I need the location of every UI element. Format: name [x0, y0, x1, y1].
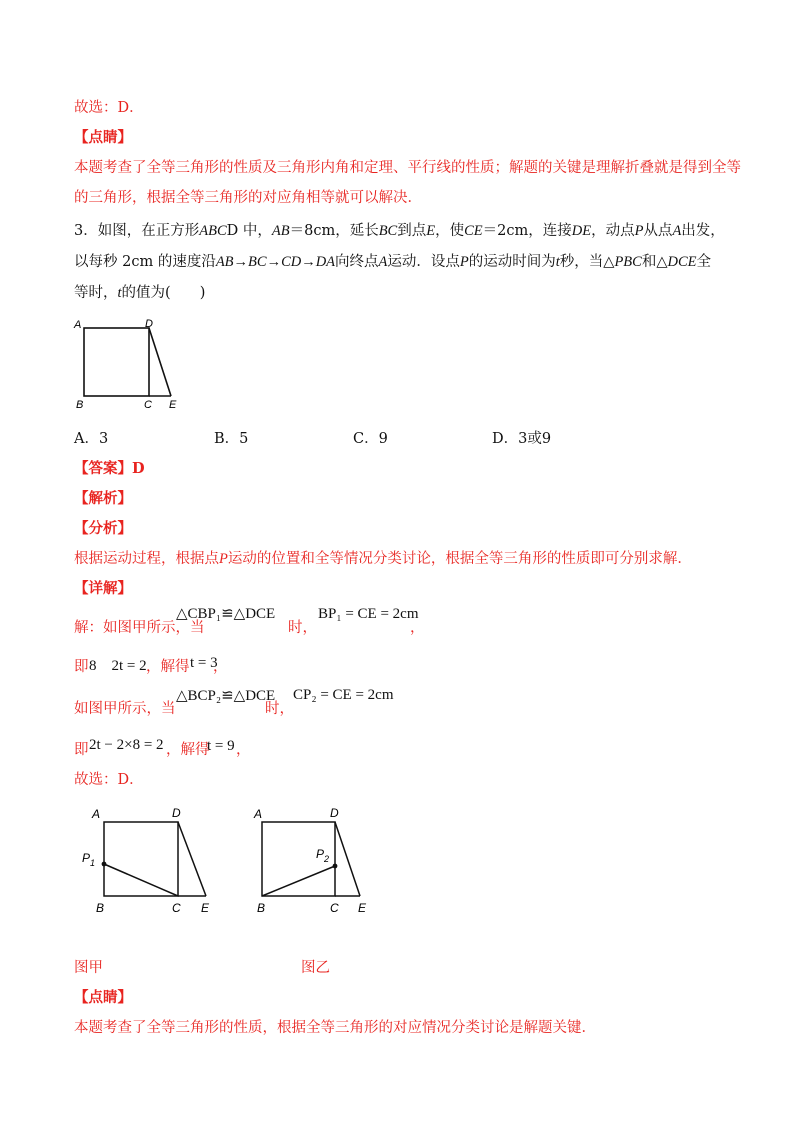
fig2-label-e: E — [358, 901, 367, 915]
answer-review-tag: 【点睛】 — [74, 989, 132, 1006]
label-e: E — [169, 399, 177, 411]
label-d: D — [145, 318, 153, 330]
label-a: A — [74, 319, 82, 331]
fig1-label-p: $P_1$ — [82, 851, 96, 868]
fig2-label-p: $P_2$ — [316, 847, 330, 864]
fig1-label-c: C — [172, 901, 181, 915]
answer-conclusion: 故选：D． — [74, 772, 144, 788]
fig2-point-p2 — [333, 864, 338, 869]
question-line-2: 以每秒 2cm 的速度沿AB→BC→CD→DA向终点A运动．设点P的运动时间为t秒，当△PBC和△DCE全 — [74, 254, 711, 270]
step1-formula2: BP₁ = CE = 2cm — [318, 606, 419, 622]
fig1-square — [104, 822, 178, 896]
fig1-label-e: E — [201, 901, 210, 915]
fig2-segment-de — [335, 822, 360, 896]
figure-jia — [78, 800, 218, 920]
analysis-tag: 【解析】 — [74, 490, 132, 507]
fig2-label-b: B — [257, 901, 266, 915]
answer-tag: 【答案】D — [74, 460, 145, 477]
fig1-label-a: A — [92, 807, 101, 821]
step2-text: 即 — [74, 659, 89, 675]
step2-solve: ，解得 — [146, 659, 190, 675]
square-abcd — [84, 328, 149, 396]
option-d: D．3或9 — [492, 431, 552, 447]
step2-formula: 8 2t = 2 — [89, 658, 147, 674]
label-c: C — [144, 399, 152, 411]
step2-end: ， — [213, 659, 228, 675]
fig1-point-p1 — [102, 862, 107, 867]
step4-solve: ，解得 — [166, 742, 210, 758]
question-figure — [70, 316, 190, 414]
step4-formula: 2t − 2×8 = 2 — [89, 737, 164, 753]
fenxi-tag: 【分析】 — [74, 520, 132, 537]
step4-result: t = 9 — [207, 738, 235, 754]
prev-conclusion: 故选：D． — [74, 100, 144, 116]
fig1-caption: 图甲 — [74, 960, 103, 976]
step1-text: 解：如图甲所示，当 — [74, 620, 205, 636]
segment-de — [149, 328, 171, 396]
label-b: B — [76, 399, 84, 411]
question-line-1: 3．如图，在正方形ABCD 中，AB＝8cm，延长BC到点E，使CE＝2cm，连接DE，动点P从点A出发， — [74, 223, 725, 239]
prev-review-tag: 【点睛】 — [74, 129, 132, 146]
prev-review-line1: 本题考查了全等三角形的性质及三角形内角和定理、平行线的性质；解题的关键是理解折叠就是得到全等 — [74, 160, 741, 176]
fig1-segment-de — [178, 822, 206, 896]
fig1-label-b: B — [96, 901, 105, 915]
fig2-label-a: A — [254, 807, 263, 821]
step3-formula: △BCP₂≌△DCE — [176, 688, 276, 704]
fig1-segment-p1c — [104, 864, 178, 896]
figure-yi — [248, 800, 388, 920]
option-b: B．5 — [214, 431, 249, 447]
step3-formula2: CP₂ = CE = 2cm — [293, 687, 394, 703]
detail-tag: 【详解】 — [74, 580, 132, 597]
fig2-label-c: C — [330, 901, 339, 915]
step1-when: 时， — [288, 620, 317, 636]
fig2-caption: 图乙 — [301, 960, 330, 976]
step4-text: 即 — [74, 742, 89, 758]
step3-when: 时， — [265, 701, 294, 717]
option-c: C．9 — [353, 431, 388, 447]
step4-end: ， — [236, 742, 251, 758]
answer-review: 本题考查了全等三角形的性质，根据全等三角形的对应情况分类讨论是解题关键． — [74, 1020, 596, 1036]
prev-review-line2: 的三角形，根据全等三角形的对应角相等就可以解决． — [74, 190, 422, 206]
step2-result: t = 3 — [190, 655, 218, 671]
fig2-segment-bp2 — [262, 866, 335, 896]
question-line-3: 等时，t的值为( ) — [74, 285, 206, 301]
step3-text: 如图甲所示，当 — [74, 701, 176, 717]
option-a: A．3 — [74, 431, 109, 447]
fig2-label-d: D — [330, 806, 339, 820]
step1-comma: ， — [410, 620, 425, 636]
step1-formula: △CBP₁≌△DCE — [176, 606, 276, 622]
fig1-label-d: D — [172, 806, 181, 820]
fenxi-text: 根据运动过程，根据点P运动的位置和全等情况分类讨论，根据全等三角形的性质即可分别求解． — [74, 551, 692, 567]
